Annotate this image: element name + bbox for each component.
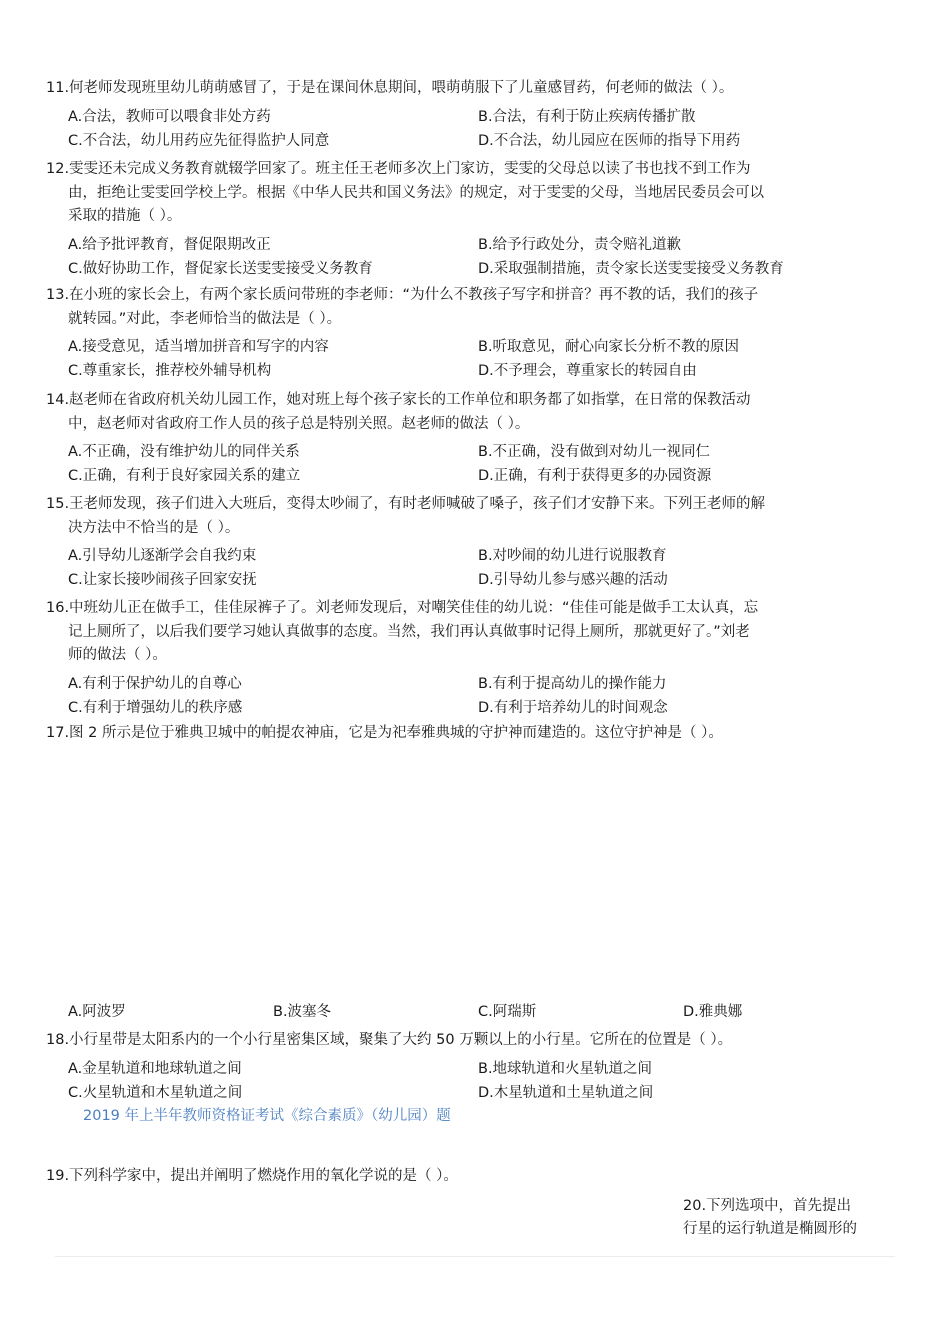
question-stem (46, 284, 876, 331)
option-d[interactable]: D.采取强制措施，责令家长送雯雯接受义务教育 (478, 260, 784, 277)
stem-line: 14.赵老师在省政府机关幼儿园工作，她对班上每个孩子家长的工作单位和职务都了如指掌，在日常的保教活动 (46, 392, 751, 408)
page-divider (55, 1256, 895, 1257)
stem-line: 19.下列科学家中，提出并阐明了燃烧作用的氧化学说的是（ ）。 (46, 1168, 458, 1184)
option-d[interactable]: D.不予理会，尊重家长的转园自由 (478, 363, 697, 379)
question-stem (46, 493, 876, 540)
option-c[interactable]: C.有利于增强幼儿的秩序感 (68, 699, 243, 716)
stem-line: 记上厕所了，以后我们要学习她认真做事的态度。当然，我们再认真做事时记得上厕所，那就更好了。”刘老 (68, 623, 750, 640)
question-stem (46, 597, 876, 668)
options (46, 545, 876, 595)
stem-line: 行星的运行轨道是椭圆形的 (683, 1221, 857, 1237)
option-b[interactable]: B.波塞冬 (273, 1004, 332, 1020)
option-c[interactable]: C.阿瑞斯 (478, 1004, 537, 1020)
stem-line: 11.何老师发现班里幼儿萌萌感冒了，于是在课间休息期间，喂萌萌服下了儿童感冒药，何老师的做法（ ）。 (46, 80, 734, 96)
option-c[interactable]: C.让家长接吵闹孩子回家安抚 (68, 572, 257, 588)
option-a[interactable]: A.阿波罗 (68, 1004, 126, 1020)
options (46, 673, 876, 723)
question-18 (46, 1029, 876, 1108)
stem-line: 中，赵老师对省政府工作人员的孩子总是特别关照。赵老师的做法（ ）。 (68, 415, 530, 432)
question-stem (46, 1029, 876, 1053)
question-11 (46, 77, 876, 156)
stem-line: 师的做法（ ）。 (68, 647, 167, 663)
option-d[interactable]: D.不合法，幼儿园应在医师的指导下用药 (478, 132, 741, 149)
option-b[interactable]: B.合法，有利于防止疾病传播扩散 (478, 108, 696, 125)
question-17-options (46, 1001, 876, 1025)
option-b[interactable]: B.不正确，没有做到对幼儿一视同仁 (478, 444, 711, 460)
stem-line: 16.中班幼儿正在做手工，佳佳尿裤子了。刘老师发现后，对嘲笑佳佳的幼儿说：“佳佳可能是做手工太认真，忘 (46, 600, 759, 616)
option-c[interactable]: C.不合法，幼儿用药应先征得监护人同意 (68, 132, 330, 149)
stem-line: 采取的措施（ ）。 (68, 208, 182, 224)
option-d[interactable]: D.雅典娜 (683, 1004, 743, 1020)
exam-title: 2019 年上半年教师资格证考试《综合素质》（幼儿园）题 (83, 1108, 451, 1124)
stem-line: 20.下列选项中，首先提出 (683, 1198, 852, 1214)
options (46, 441, 876, 491)
option-c[interactable]: C.尊重家长，推荐校外辅导机构 (68, 363, 272, 379)
options (46, 1058, 876, 1108)
option-d[interactable]: D.木星轨道和土星轨道之间 (478, 1084, 654, 1101)
options (46, 234, 876, 284)
option-a[interactable]: A.不正确，没有维护幼儿的同伴关系 (68, 444, 300, 460)
option-b[interactable]: B.地球轨道和火星轨道之间 (478, 1060, 653, 1077)
question-20 (683, 1195, 883, 1241)
question-17 (46, 722, 876, 746)
option-a[interactable]: A.接受意见，适当增加拼音和写字的内容 (68, 339, 329, 355)
stem-line: 13.在小班的家长会上，有两个家长质问带班的李老师：“为什么不教孩子写字和拼音？再不教的话，我们的孩子 (46, 287, 759, 303)
option-c[interactable]: C.火星轨道和木星轨道之间 (68, 1084, 243, 1101)
options (46, 336, 876, 386)
options (46, 106, 876, 156)
stem-line: 就转园。”对此，李老师恰当的做法是（ ）。 (68, 310, 342, 327)
option-b[interactable]: B.对吵闹的幼儿进行说服教育 (478, 548, 667, 564)
question-stem (46, 77, 876, 101)
option-a[interactable]: A.给予批评教育，督促限期改正 (68, 236, 271, 253)
stem-line: 17.图 2 所示是位于雅典卫城中的帕提农神庙，它是为祀奉雅典城的守护神而建造的。这位守护神是（ ）。 (46, 725, 723, 741)
question-14 (46, 389, 876, 491)
option-d[interactable]: D.有利于培养幼儿的时间观念 (478, 699, 668, 716)
option-a[interactable]: A.金星轨道和地球轨道之间 (68, 1060, 242, 1077)
question-16 (46, 597, 876, 723)
stem-line: 决方法中不恰当的是（ ）。 (68, 519, 240, 536)
stem-line: 15.王老师发现，孩子们进入大班后，变得太吵闹了，有时老师喊破了嗓子，孩子们才安静下来。下列王老师的解 (46, 496, 766, 512)
question-12 (46, 158, 876, 284)
question-19 (46, 1165, 876, 1189)
option-a[interactable]: A.有利于保护幼儿的自尊心 (68, 675, 242, 692)
figure-placeholder (70, 760, 870, 990)
question-15 (46, 493, 876, 595)
option-a[interactable]: A.合法，教师可以喂食非处方药 (68, 108, 271, 125)
option-d[interactable]: D.正确，有利于获得更多的办园资源 (478, 468, 712, 484)
question-stem (46, 389, 876, 436)
question-stem (46, 1165, 876, 1189)
stem-line: 12.雯雯还未完成义务教育就辍学回家了。班主任王老师多次上门家访，雯雯的父母总以读了书也找不到工作为 (46, 161, 751, 177)
stem-line: 18.小行星带是太阳系内的一个小行星密集区域，聚集了大约 50 万颗以上的小行星。它所在的位置是（ ）。 (46, 1032, 733, 1048)
option-b[interactable]: B.有利于提高幼儿的操作能力 (478, 675, 667, 692)
stem-line: 由，拒绝让雯雯回学校上学。根据《中华人民共和国义务法》的规定，对于雯雯的父母，当地居民委员会可以 (68, 184, 764, 201)
option-c[interactable]: C.正确，有利于良好家园关系的建立 (68, 468, 301, 484)
question-stem (46, 722, 876, 746)
question-13 (46, 284, 876, 386)
option-c[interactable]: C.做好协助工作，督促家长送雯雯接受义务教育 (68, 260, 373, 277)
option-a[interactable]: A.引导幼儿逐渐学会自我约束 (68, 548, 257, 564)
option-b[interactable]: B.听取意见，耐心向家长分析不教的原因 (478, 339, 740, 355)
option-d[interactable]: D.引导幼儿参与感兴趣的活动 (478, 572, 668, 588)
question-stem (46, 158, 876, 229)
option-b[interactable]: B.给予行政处分，责令赔礼道歉 (478, 236, 682, 253)
options (46, 1001, 876, 1025)
